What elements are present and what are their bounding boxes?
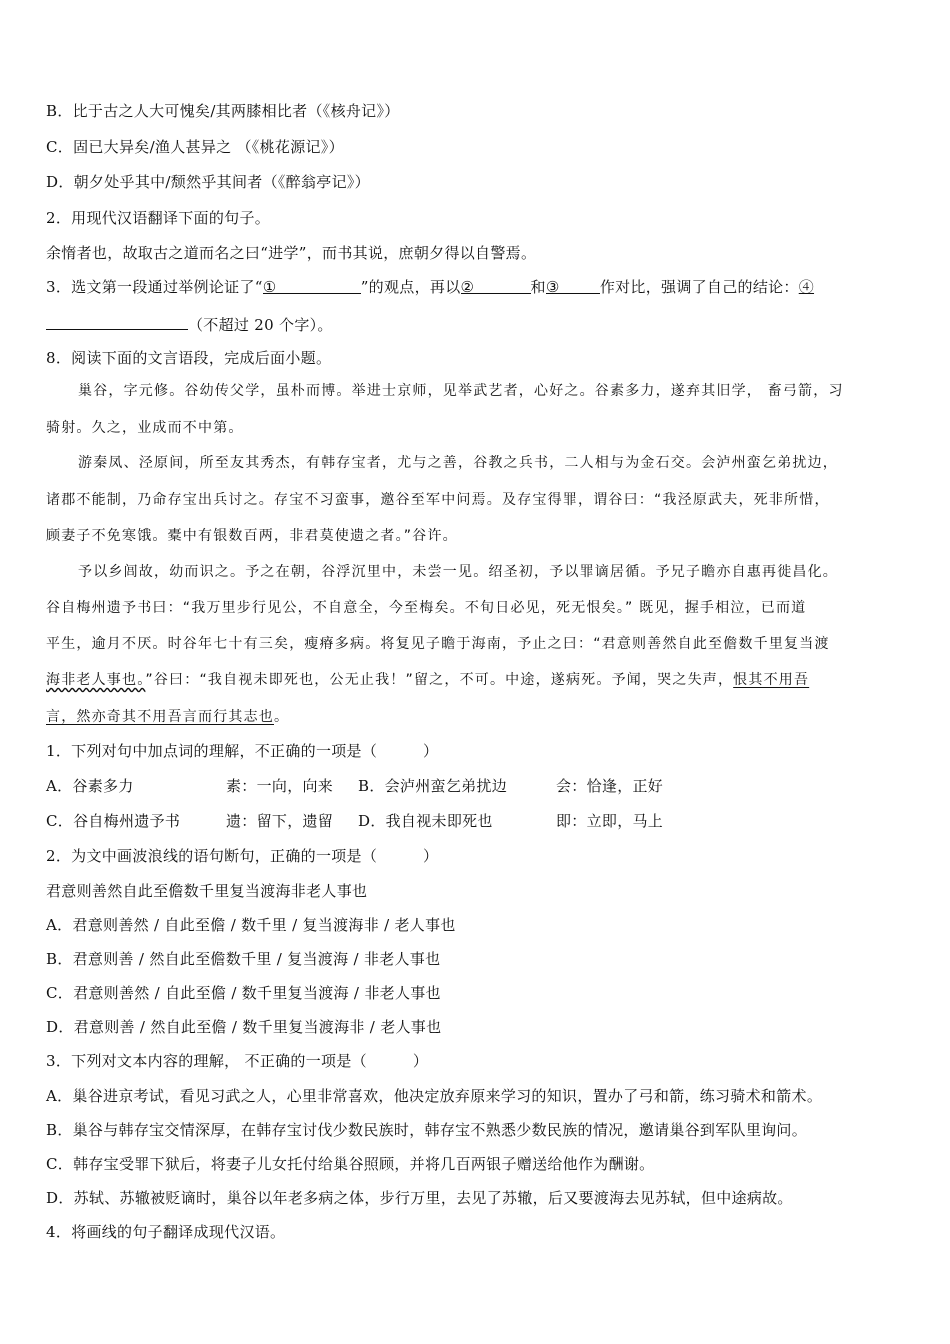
question-2-label: 2．用现代汉语翻译下面的句子。	[46, 209, 271, 227]
wavy-underlined-text: 海非老人事也。	[46, 672, 146, 688]
question-2-sentence: 余惰者也，故取古之道而名之曰“进学”，而书其说，庶朝夕得以自警焉。	[46, 244, 537, 262]
passage-line-8-text: 平生，逾月不厌。时谷年七十有三矣，瘦瘠多病。将复见子瞻于海南，予止之曰：“君意则善然自此至儋数千里复当渡	[46, 636, 830, 652]
blank-2-marker: ②	[460, 278, 475, 296]
sub1-row-cd	[46, 811, 664, 831]
option-d-line: D．朝夕处乎其中/颓然乎其间者（《醉翁亭记》）	[46, 173, 370, 191]
sub1-option-c: C．谷自梅州遗予书	[46, 812, 181, 830]
blank-2[interactable]	[461, 277, 531, 294]
passage-line-9-text: ”谷曰：“我自视未即死也，公无止我！”留之，不可。中途，遂病死。予闻，哭之失声，	[145, 672, 734, 688]
sub1-option-b-meaning: 会：恰逢，正好	[556, 777, 664, 795]
sub4-label: 4．将画线的句子翻译成现代汉语。	[46, 1223, 286, 1241]
q3-text-2: ”的观点，再以	[360, 278, 461, 296]
blank-3[interactable]	[546, 277, 600, 294]
passage-line-4: 诸郡不能制，乃命存宝出兵讨之。存宝不习蛮事，邀谷至军中问焉。及存宝得罪，谓谷曰：“我泾原武夫，死非所惜，	[46, 492, 830, 508]
underlined-sentence-part-2: 言，然亦奇其不用吾言而行其志也	[46, 709, 274, 725]
passage-line-9	[46, 670, 809, 690]
blank-1-marker: ①	[262, 278, 277, 296]
question-3-line	[46, 277, 814, 297]
q3-note: （不超过 20 个字）。	[188, 316, 333, 334]
sub1-option-a-meaning: 素：一向，向来	[226, 777, 334, 795]
passage-line-10-end: 。	[274, 709, 290, 725]
passage-line-2: 骑射。久之，业成而不中第。	[46, 420, 244, 436]
passage-line-6: 予以乡闾故，幼而识之。予之在朝，谷浮沉里中，未尝一见。绍圣初，予以罪谪居循。予兄子瞻亦自惠再徙昌化。	[78, 564, 838, 580]
passage-line-8	[46, 634, 830, 654]
sub3-option-b: B．巢谷与韩存宝交情深厚，在韩存宝讨伐少数民族时，韩存宝不熟悉少数民族的情况，邀请巢谷到军队里询问。	[46, 1121, 808, 1139]
sub1-option-d-meaning: 即：立即，马上	[556, 812, 664, 830]
sub1-option-a: A．谷素多力	[46, 777, 134, 795]
blank-4[interactable]	[46, 313, 188, 330]
sub2-option-d: D．君意则善 / 然自此至儋 / 数千里复当渡海非 / 老人事也	[46, 1018, 442, 1036]
passage-line-10	[46, 707, 289, 727]
sub3-option-a: A．巢谷进京考试，看见习武之人，心里非常喜欢，他决定放弃原来学习的知识，置办了弓和箭，练习骑术和箭术。	[46, 1087, 823, 1105]
passage-line-3: 游秦凤、泾原间，所至友其秀杰，有韩存宝者，尤与之善，谷教之兵书，二人相与为金石交。会泸州蛮乞弟扰边，	[78, 455, 838, 471]
q3-text-1: 3．选文第一段通过举例论证了“	[46, 278, 263, 296]
question-3-line-2	[46, 313, 333, 335]
option-c-line: C．固已大异矣/渔人甚异之 （《桃花源记》）	[46, 138, 344, 156]
sub2-option-b: B．君意则善 / 然自此至儋数千里 / 复当渡海 / 非老人事也	[46, 950, 441, 968]
sub3-option-c: C．韩存宝受罪下狱后，将妻子儿女托付给巢谷照顾，并将几百两银子赠送给他作为酬谢。	[46, 1155, 655, 1173]
sub1-option-b: B．会泸州蛮乞弟扰边	[358, 777, 508, 795]
sub1-option-d: D．我自视未即死也	[358, 812, 493, 830]
q3-text-3: 和	[530, 278, 546, 296]
q3-text-4: 作对比，强调了自己的结论：	[599, 278, 799, 296]
sub1-row-ab	[46, 776, 664, 796]
underlined-sentence-part-1: 恨其不用吾	[733, 672, 810, 688]
sub1-option-c-meaning: 遗：留下，遗留	[226, 812, 334, 830]
passage-line-1: 巢谷，字元修。谷幼传父学，虽朴而博。举进士京师，见举武艺者，心好之。谷素多力，遂弃其旧学， 畜弓箭，习	[78, 383, 844, 399]
sub2-option-a: A．君意则善然 / 自此至儋 / 数千里 / 复当渡海非 / 老人事也	[46, 916, 456, 934]
sub2-sentence: 君意则善然自此至儋数千里复当渡海非老人事也	[46, 882, 368, 900]
passage-line-7: 谷自梅州遗予书曰：“我万里步行见公，不自意全，今至梅矣。不旬日必见，死无恨矣。” 既见，握手相泣，已而道	[46, 600, 807, 616]
sub3-option-d: D．苏轼、苏辙被贬谪时，巢谷以年老多病之体，步行万里，去见了苏辙，后又要渡海去见苏轼，但中途病故。	[46, 1189, 793, 1207]
question-8-title: 8．阅读下面的文言语段，完成后面小题。	[46, 349, 332, 367]
blank-1[interactable]	[263, 277, 361, 294]
sub3-label: 3．下列对文本内容的理解， 不正确的一项是（ ）	[46, 1052, 429, 1070]
sub2-option-c: C．君意则善然 / 自此至儋 / 数千里复当渡海 / 非老人事也	[46, 984, 441, 1002]
sub2-label: 2．为文中画波浪线的语句断句，正确的一项是（ ）	[46, 847, 439, 865]
passage-line-5: 顾妻子不免寒饿。橐中有银数百两，非君莫使遗之者。”谷许。	[46, 528, 458, 544]
option-b-line: B．比于古之人大可愧矣/其两膝相比者（《核舟记》）	[46, 102, 400, 120]
blank-3-marker: ③	[545, 278, 560, 296]
blank-4-marker: ④	[798, 278, 815, 296]
sub1-label: 1．下列对句中加点词的理解，不正确的一项是（ ）	[46, 742, 439, 760]
